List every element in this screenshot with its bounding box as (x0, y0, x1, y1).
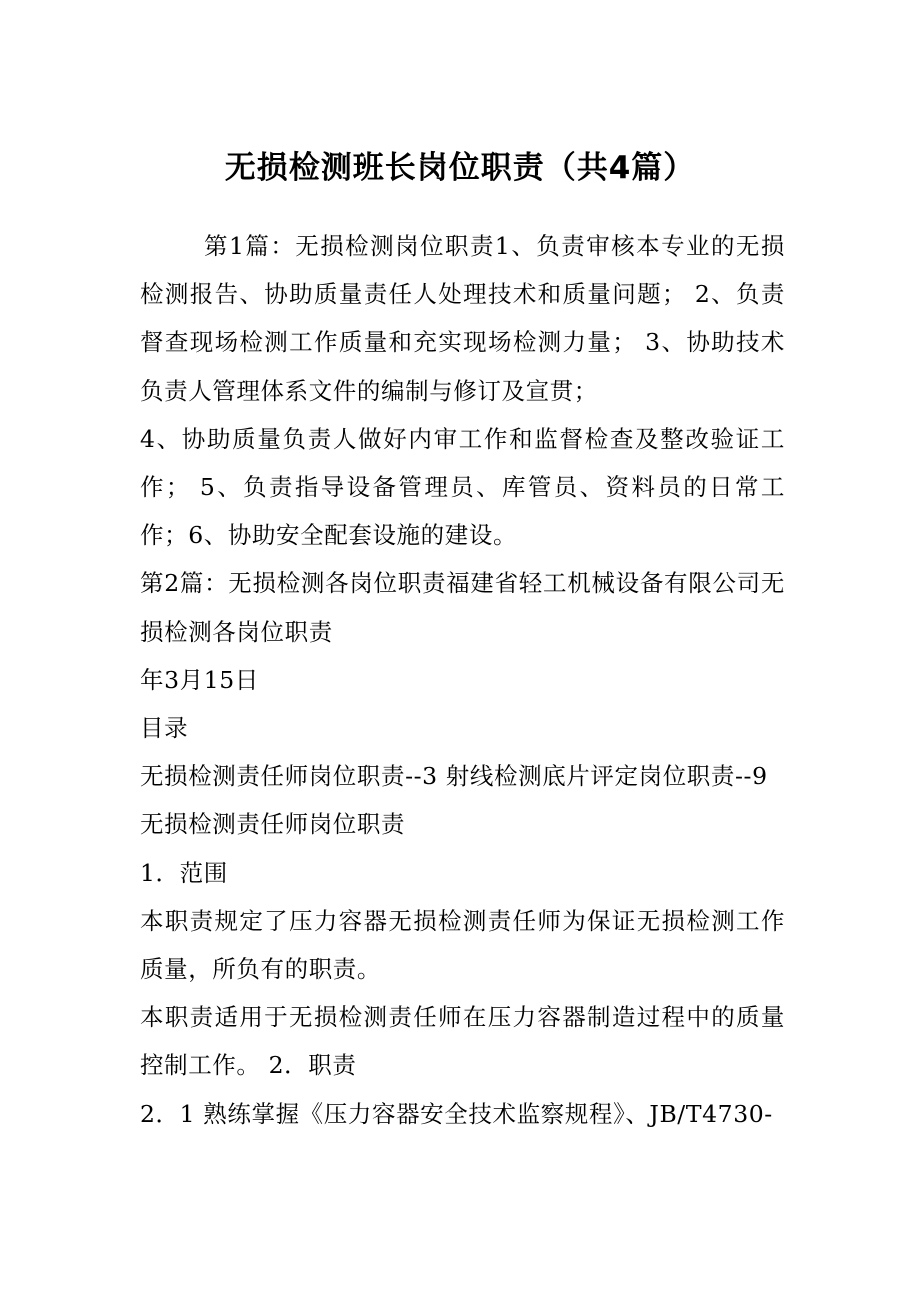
paragraph-duty-2-1: 2．1 熟练掌握《压力容器安全技术监察规程》、JB/T4730- (140, 1099, 773, 1128)
paragraph-scope-heading: 1．范围 (140, 858, 228, 887)
paragraph-toc-entries: 无损检测责任师岗位职责--3 射线检测底片评定岗位职责--9 (140, 762, 768, 791)
document-title: 无损检测班长岗位职责（共4篇） (224, 150, 696, 186)
paragraph-scope-text-2: 本职责适用于无损检测责任师在压力容器制造过程中的质量控制工作。 2．职责 (140, 1003, 785, 1080)
paragraph-article-2-heading: 第2篇：无损检测各岗位职责福建省轻工机械设备有限公司无损检测各岗位职责 (140, 569, 785, 646)
paragraph-scope-text-1: 本职责规定了压力容器无损检测责任师为保证无损检测工作质量，所负有的职责。 (140, 906, 785, 984)
paragraph-article-1-intro: 第1篇：无损检测岗位职责1、负责审核本专业的无损检测报告、协助质量责任人处理技术和质量问题； 2、负责督查现场检测工作质量和充实现场检测力量； 3、协助技术负责人管理体系文件的编制与修订及宣贯； (140, 232, 785, 405)
paragraph-article-1-continued: 4、协助质量负责人做好内审工作和监督检查及整改验证工作； 5、负责指导设备管理员、库管员、资料员的日常工作；6、协助安全配套设施的建设。 (140, 424, 785, 550)
document-body (140, 222, 785, 1138)
paragraph-section-title: 无损检测责任师岗位职责 (140, 810, 406, 839)
paragraph-date: 年3月15日 (140, 665, 259, 694)
paragraph-toc-heading: 目录 (140, 714, 189, 743)
